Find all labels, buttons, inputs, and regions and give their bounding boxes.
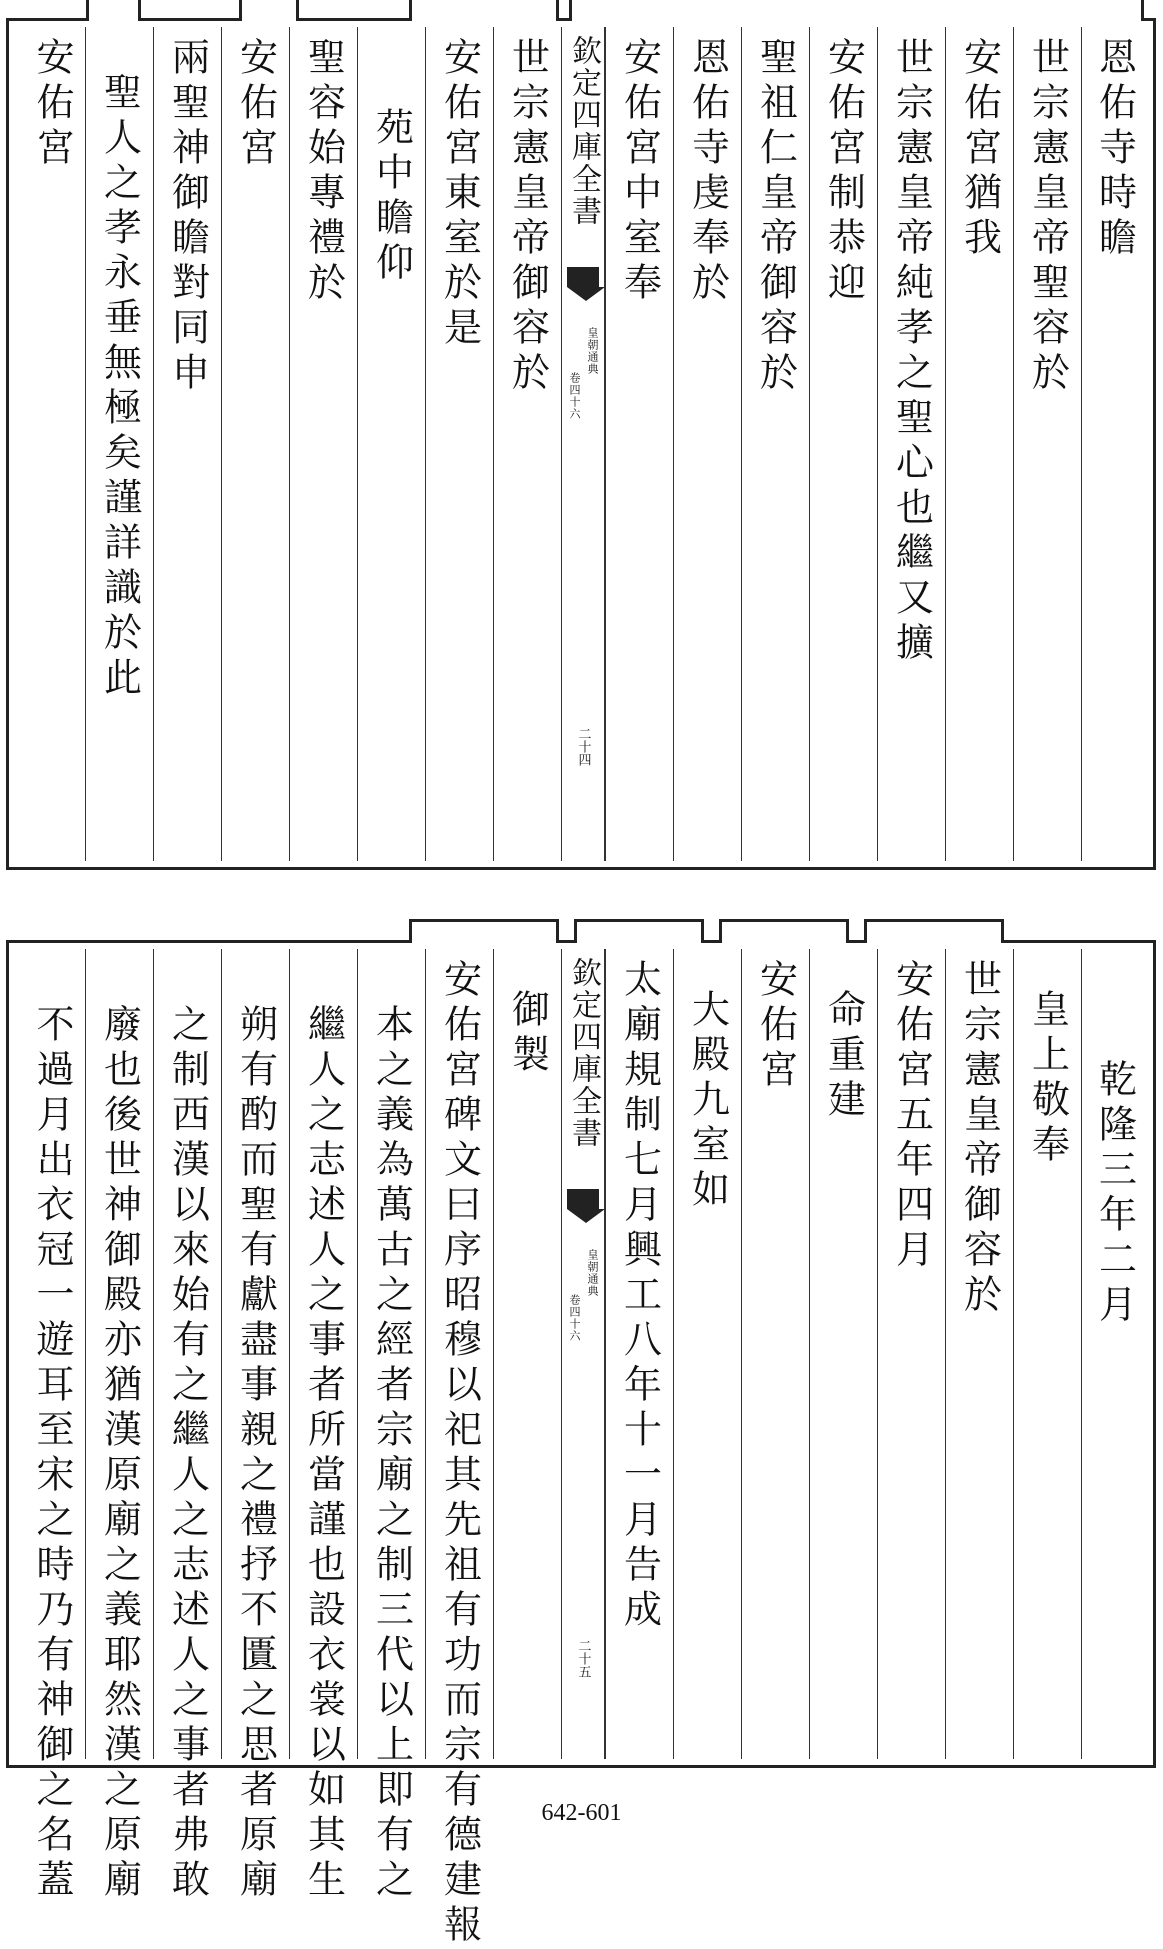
column-8 <box>605 27 673 861</box>
column-9 <box>493 949 561 1759</box>
column-14 <box>153 949 221 1904</box>
column-10 <box>425 949 493 1949</box>
column-6 <box>741 27 809 861</box>
top-tab-4 <box>569 0 1144 21</box>
column-13 <box>221 27 289 861</box>
column-7 <box>673 949 741 1759</box>
column-1 <box>1081 27 1147 861</box>
page-number: 二十五 <box>575 1639 591 1678</box>
column-text: 御製 <box>505 989 550 1079</box>
column-5 <box>809 949 877 1759</box>
column-text: 本之義為萬古之經者宗廟之制三代以上即有之 <box>369 1004 414 1904</box>
column-11 <box>357 27 425 861</box>
column-7 <box>673 27 741 861</box>
column-text: 安佑宮碑文曰序昭穆以祀其先祖有功而宗有德建報 <box>437 959 482 1949</box>
fish-tail-mark <box>567 1189 599 1209</box>
column-2 <box>1013 27 1081 861</box>
column-3 <box>945 949 1013 1759</box>
column-text: 恩佑寺時瞻 <box>1092 37 1137 262</box>
column-4 <box>877 27 945 861</box>
center-gutter <box>561 27 605 861</box>
volume-number: 卷四十六 <box>568 372 581 420</box>
top-tab-3 <box>409 0 559 21</box>
column-16 <box>19 27 85 861</box>
column-12 <box>289 27 357 861</box>
column-1 <box>1081 949 1147 1759</box>
bottom-tab-3 <box>719 919 849 943</box>
column-2 <box>1013 949 1081 1759</box>
column-8 <box>605 949 673 1759</box>
center-gutter <box>561 949 605 1759</box>
book-series-title: 欽定四庫全書 <box>566 957 601 1149</box>
column-text: 安佑宮東室於是 <box>437 37 482 352</box>
column-text: 命重建 <box>821 989 866 1124</box>
column-text: 聖容始專禮於 <box>301 37 346 307</box>
column-text: 不過月出衣冠一遊耳至宋之時乃有神御之名蓋 <box>30 1004 74 1904</box>
column-10 <box>425 27 493 861</box>
bottom-tab-2 <box>574 919 704 943</box>
column-3 <box>945 27 1013 861</box>
column-text: 安佑宮 <box>30 37 74 172</box>
column-text: 乾隆三年二月 <box>1092 1059 1137 1329</box>
column-text: 苑中瞻仰 <box>369 107 414 287</box>
bottom-tab-1 <box>409 919 559 943</box>
bottom-tab-4 <box>864 919 1004 943</box>
column-text: 安佑宮五年四月 <box>889 959 934 1274</box>
column-text: 世宗憲皇帝御容於 <box>505 37 550 397</box>
column-text: 世宗憲皇帝聖容於 <box>1025 37 1070 397</box>
column-12 <box>289 949 357 1904</box>
volume-number: 卷四十六 <box>568 1294 581 1342</box>
top-tab-2 <box>239 0 299 21</box>
column-text: 繼人之志述人之事者所當謹也設衣裳以如其生 <box>301 1004 346 1904</box>
column-4 <box>877 949 945 1759</box>
column-text: 皇上敬奉 <box>1025 989 1070 1169</box>
page-number: 二十四 <box>575 727 591 766</box>
top-tab-1 <box>86 0 141 21</box>
column-6 <box>741 949 809 1759</box>
column-text: 安佑宮猶我 <box>957 37 1002 262</box>
column-14 <box>153 27 221 861</box>
column-text: 世宗憲皇帝純孝之聖心也繼又擴 <box>889 37 934 667</box>
column-text: 安佑宮中室奉 <box>617 37 662 307</box>
column-text: 之制西漢以來始有之繼人之志述人之事者弗敢 <box>165 1004 210 1904</box>
column-text: 恩佑寺虔奉於 <box>685 37 730 307</box>
book-series-title: 欽定四庫全書 <box>566 35 601 227</box>
column-text: 聖人之孝永垂無極矣謹詳識於此 <box>97 72 142 702</box>
column-15 <box>85 27 153 861</box>
column-text: 兩聖神御瞻對同申 <box>165 37 210 397</box>
column-text: 世宗憲皇帝御容於 <box>957 959 1002 1319</box>
column-text: 廢也後世神御殿亦猶漢原廟之義耶然漢之原廟 <box>97 1004 142 1904</box>
column-text: 太廟規制七月興工八年十一月告成 <box>617 959 662 1634</box>
book-name: 皇朝通典 <box>586 1249 599 1297</box>
column-text: 聖祖仁皇帝御容於 <box>753 37 798 397</box>
book-name: 皇朝通典 <box>586 327 599 375</box>
column-15 <box>85 949 153 1904</box>
column-text: 大殿九室如 <box>685 989 730 1214</box>
column-text: 安佑宮 <box>233 37 278 172</box>
column-5 <box>809 27 877 861</box>
column-9 <box>493 27 561 861</box>
column-text: 朔有酌而聖有獻盡事親之禮抒不匱之思者原廟 <box>233 1004 278 1904</box>
top-page <box>6 18 1156 870</box>
fish-tail-mark <box>567 267 599 287</box>
page-reference-number: 642-601 <box>541 1800 622 1826</box>
column-11 <box>357 949 425 1904</box>
column-13 <box>221 949 289 1904</box>
column-text: 安佑宮 <box>753 959 798 1094</box>
column-16 <box>19 949 85 1904</box>
column-text: 安佑宮制恭迎 <box>821 37 866 307</box>
